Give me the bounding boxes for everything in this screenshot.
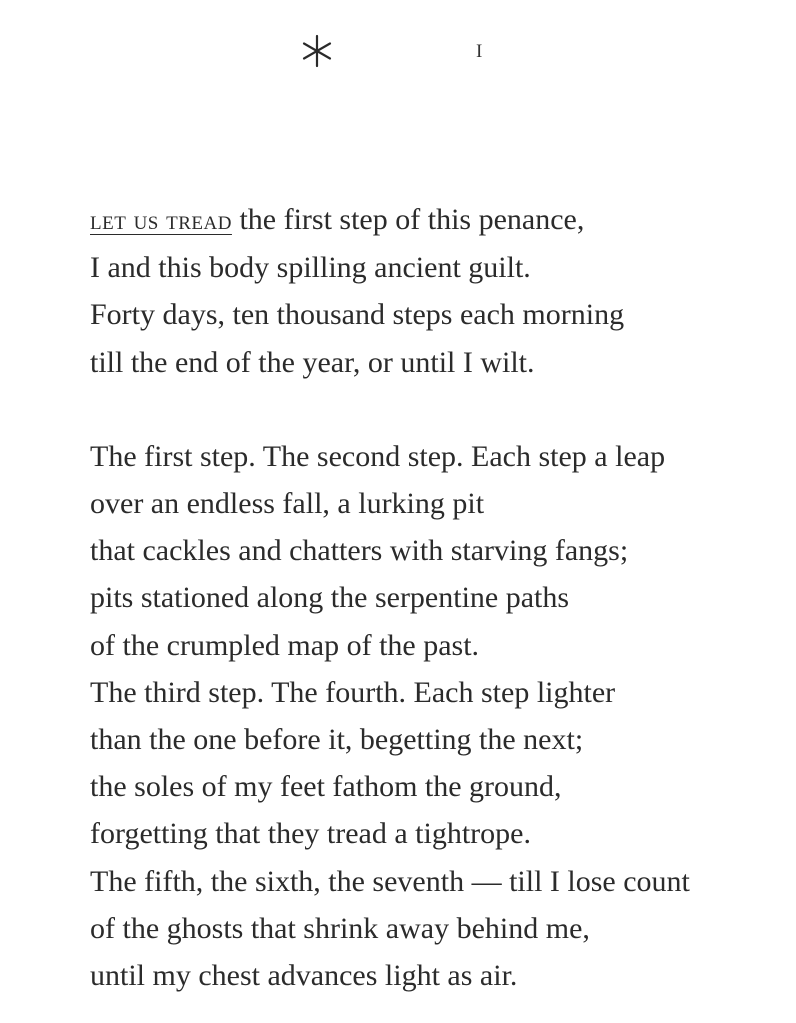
poem-body (90, 196, 780, 999)
poem-line: of the ghosts that shrink away behind me, (90, 911, 590, 945)
poem-line: than the one before it, begetting the next; (90, 723, 584, 757)
poem-line: over an endless fall, a lurking pit (90, 487, 485, 521)
page-header (0, 0, 796, 120)
first-line-text: the first step of this penance, (231, 203, 585, 236)
poem-line: forgetting that they tread a tightrope. (90, 817, 531, 851)
poem-line: The fifth, the sixth, the seventh — till I lose count (90, 864, 690, 898)
page-number: I (476, 41, 484, 62)
poem-line: until my chest advances light as air. (90, 959, 518, 993)
poem-line: the soles of my feet fathom the ground, (90, 770, 562, 804)
stanza-1 (90, 196, 780, 386)
asterisk-ornament-icon (299, 33, 335, 69)
poem-line: of the crumpled map of the past. (90, 628, 480, 662)
poem-line: that cackles and chatters with starving fangs; (90, 534, 629, 568)
poem-line: pits stationed along the serpentine paths (90, 581, 570, 615)
opening-small-caps: let us tread (90, 205, 232, 235)
poem-line: till the end of the year, or until I wilt. (90, 345, 535, 379)
poem-line: The third step. The fourth. Each step lighter (90, 675, 616, 709)
poem-line (90, 196, 780, 244)
stanza-2 (90, 433, 780, 999)
poem-line: The first step. The second step. Each step a leap (90, 439, 666, 473)
poem-line: I and this body spilling ancient guilt. (90, 251, 531, 285)
poem-line: Forty days, ten thousand steps each morning (90, 298, 625, 332)
